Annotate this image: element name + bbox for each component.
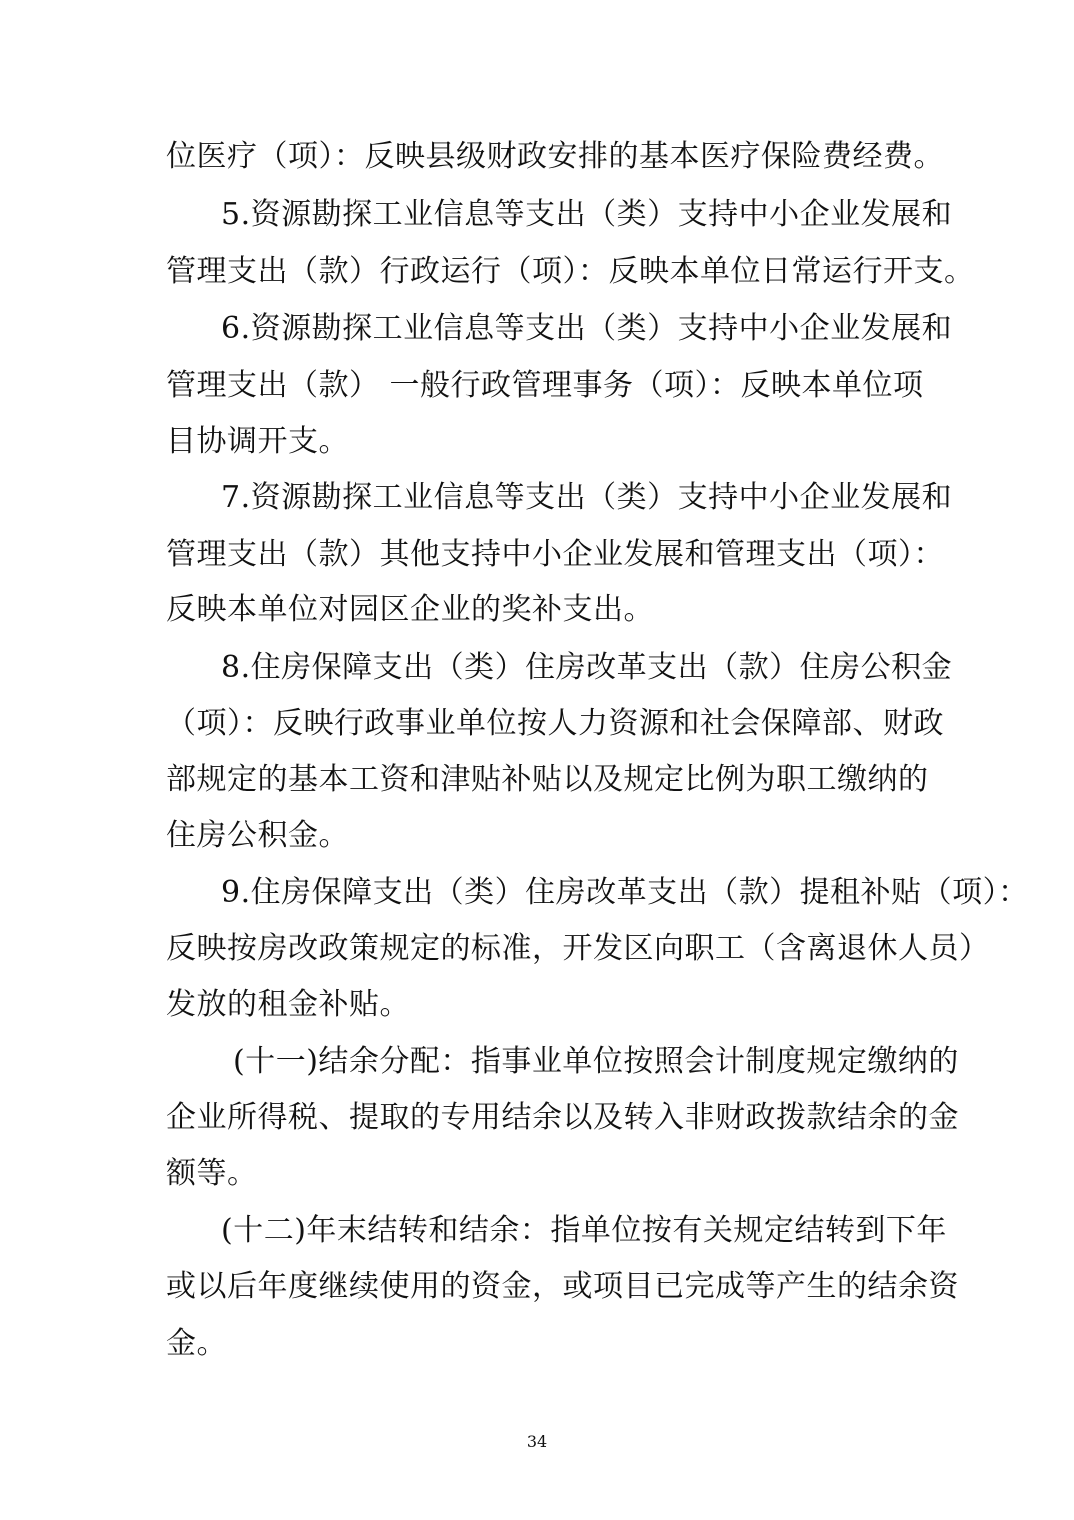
text-line: 住房公积金。 [166, 818, 349, 853]
text-line: 额等。 [166, 1156, 258, 1191]
text-line: 管理支出（款）其他支持中小企业发展和管理支出（项）： [166, 537, 944, 572]
text-line: 部规定的基本工资和津贴补贴以及规定比例为职工缴纳的 [166, 762, 929, 797]
text-line: 反映按房改政策规定的标准，开发区向职工（含离退休人员） [166, 931, 990, 966]
text-line: (十二)年末结转和结余：指单位按有关规定结转到下年 [221, 1213, 947, 1248]
text-line: 管理支出（款）行政运行（项）：反映本单位日常运行开支。 [166, 254, 975, 289]
text-line: （项）：反映行政事业单位按人力资源和社会保障部、财政 [166, 706, 944, 741]
text-line: 5.资源勘探工业信息等支出（类）支持中小企业发展和 [221, 197, 953, 232]
text-line: 6.资源勘探工业信息等支出（类）支持中小企业发展和 [221, 311, 953, 346]
text-line: 金。 [166, 1326, 227, 1361]
text-line: 发放的租金补贴。 [166, 987, 410, 1022]
page-number: 34 [526, 1432, 548, 1451]
text-line: (十一)结余分配：指事业单位按照会计制度规定缴纳的 [233, 1044, 959, 1079]
text-line: 9.住房保障支出（类）住房改革支出（款）提租补贴（项）： [221, 875, 1029, 910]
text-line: 位医疗（项）：反映县级财政安排的基本医疗保险费经费。 [166, 139, 944, 174]
text-line: 或以后年度继续使用的资金，或项目已完成等产生的结余资 [166, 1269, 959, 1304]
text-line: 企业所得税、提取的专用结余以及转入非财政拨款结余的金 [166, 1100, 959, 1135]
text-line: 7.资源勘探工业信息等支出（类）支持中小企业发展和 [221, 480, 953, 515]
text-line: 管理支出（款） 一般行政管理事务（项）：反映本单位项 [166, 368, 924, 403]
text-line: 目协调开支。 [166, 424, 349, 459]
text-line: 8.住房保障支出（类）住房改革支出（款）住房公积金 [221, 650, 953, 685]
text-line: 反映本单位对园区企业的奖补支出。 [166, 592, 654, 627]
